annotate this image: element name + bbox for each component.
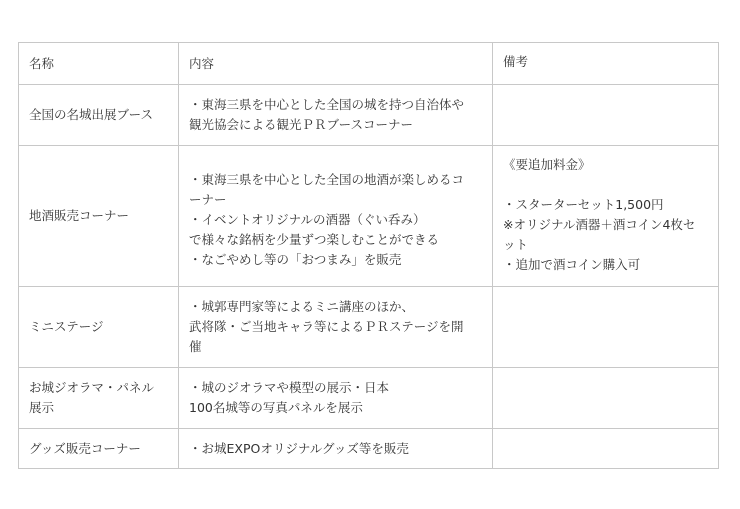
content-line: ・お城EXPOオリジナルグッズ等を販売 <box>189 440 409 456</box>
row-name-cell <box>19 429 179 469</box>
row-content-cell <box>179 287 493 368</box>
content-line: ・城のジオラマや模型の展示・日本 <box>189 380 390 395</box>
notes-line: ※オリジナル酒器＋酒コイン4枚セ <box>503 217 696 232</box>
content-line: 観光協会による観光ＰＲブースコーナー <box>189 117 414 132</box>
content-line: 武将隊・ご当地キャラ等によるＰＲステージを開 <box>189 319 464 334</box>
table-row <box>19 146 719 287</box>
header-notes: 備考 <box>493 43 719 85</box>
row-name: グッズ販売コーナー <box>29 440 141 456</box>
row-name-cell <box>19 287 179 368</box>
content-line: ーナー <box>189 192 227 207</box>
table-header-row <box>19 43 719 85</box>
content-line: で様々な銘柄を少量ずつ楽しむことができる <box>189 232 440 247</box>
table-row <box>19 429 719 469</box>
row-name: 地酒販売コーナー <box>29 208 130 223</box>
event-info-table <box>18 42 719 469</box>
row-notes-cell <box>493 368 719 429</box>
row-name-cell <box>19 146 179 287</box>
header-content: 内容 <box>179 43 493 85</box>
row-notes-cell <box>493 146 719 287</box>
table-row <box>19 368 719 429</box>
content-line: 100名城等の写真パネルを展示 <box>189 400 363 415</box>
row-name: ミニステージ <box>29 319 104 334</box>
notes-spacer <box>503 175 708 195</box>
content-line: ・城郭専門家等によるミニ講座のほか、 <box>189 299 415 314</box>
content-line: ・なごやめし等の「おつまみ」を販売 <box>189 252 402 267</box>
row-notes-cell <box>493 429 719 469</box>
content-line: ・東海三県を中心とした全国の地酒が楽しめるコ <box>189 172 465 187</box>
header-name: 名称 <box>19 43 179 85</box>
notes-line: ・追加で酒コイン購入可 <box>503 257 641 272</box>
row-name-cell <box>19 368 179 429</box>
row-content-cell <box>179 85 493 146</box>
content-line: ・東海三県を中心とした全国の城を持つ自治体や <box>189 97 465 112</box>
notes-line: 《要追加料金》 <box>503 157 591 172</box>
table-row <box>19 287 719 368</box>
content-line: 催 <box>189 339 202 354</box>
row-content-cell <box>179 368 493 429</box>
row-content-cell <box>179 146 493 287</box>
row-notes-cell <box>493 85 719 146</box>
notes-line: ット <box>503 237 529 252</box>
row-content-cell <box>179 429 493 469</box>
row-name: お城ジオラマ・パネル <box>29 380 155 395</box>
notes-line: ・スターターセット1,500円 <box>503 197 664 212</box>
row-name: 全国の名城出展ブース <box>29 107 154 122</box>
row-notes-cell <box>493 287 719 368</box>
row-name-cell <box>19 85 179 146</box>
table-row <box>19 85 719 146</box>
content-line: ・イベントオリジナルの酒器（ぐい呑み） <box>189 212 426 227</box>
row-name: 展示 <box>29 400 55 415</box>
